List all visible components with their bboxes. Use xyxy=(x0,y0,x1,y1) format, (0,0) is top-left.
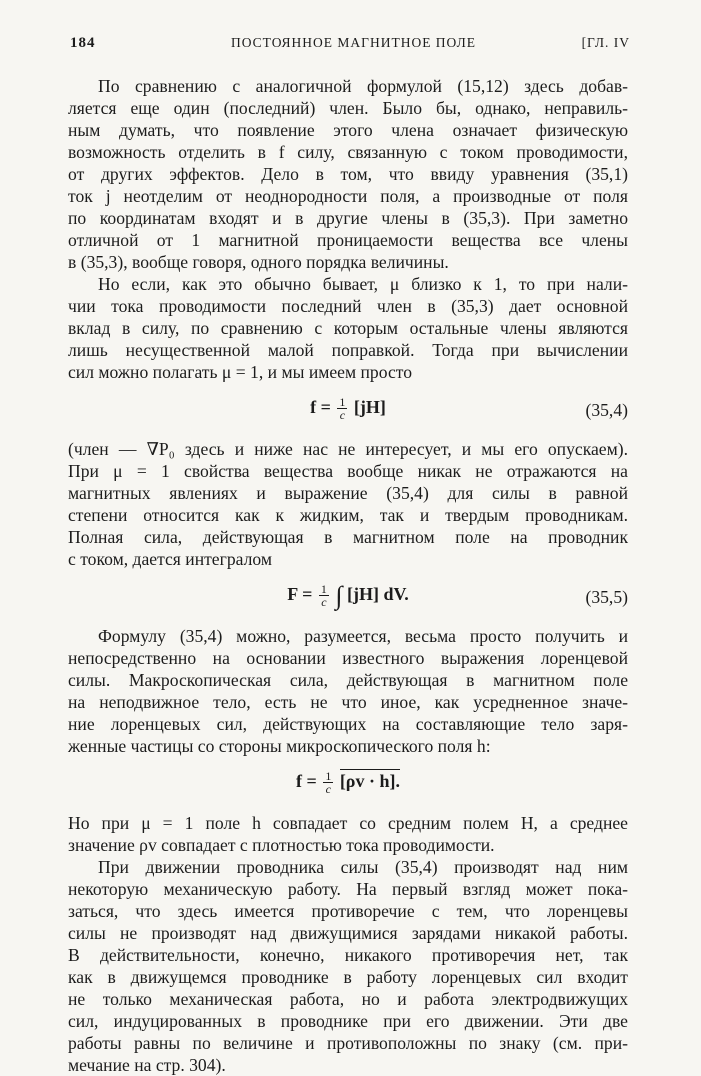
text-line: с током, дается интегралом xyxy=(68,549,272,569)
paragraph-2 xyxy=(68,273,628,383)
text-line: по координатам входят и в другие члены в (35,3). При заметно xyxy=(68,208,628,228)
formula-expression xyxy=(68,396,628,421)
text-line: отличной от 1 магнитной проницаемости вещества все члены xyxy=(68,230,628,250)
formula-lhs: f = xyxy=(310,397,331,417)
paragraph-4 xyxy=(68,625,628,757)
fraction-numerator: 1 xyxy=(325,769,332,784)
page-body xyxy=(68,75,628,1076)
text-line: в (35,3), вообще говоря, одного порядка величины. xyxy=(68,252,449,272)
book-page xyxy=(68,30,628,1076)
formula-expression xyxy=(68,770,628,795)
formula-35-5 xyxy=(68,576,628,620)
page-number: 184 xyxy=(70,35,96,51)
text-line: ние лоренцевых сил, действующих на составляющие тело заря- xyxy=(68,714,628,734)
text-line: вклад в силу, по сравнению с которым остальные члены являются xyxy=(68,318,628,338)
text-line: значение ρv совпадает с плотностью тока проводимости. xyxy=(68,835,495,855)
formula-35-4 xyxy=(68,389,628,433)
running-header xyxy=(68,30,628,54)
fraction-denominator: c xyxy=(321,595,327,610)
formula-lhs: F = xyxy=(287,584,313,604)
paragraph-5 xyxy=(68,812,628,856)
text-line: некоторую механическую работу. На первый взгляд может пока- xyxy=(68,879,628,899)
fraction-numerator: 1 xyxy=(320,582,327,597)
chapter-label: [ГЛ. IV xyxy=(581,35,630,50)
text-line: В действительности, конечно, никакого противоречия нет, так xyxy=(68,945,628,965)
formula-lhs: f = xyxy=(296,771,317,791)
equation-number: (35,4) xyxy=(585,400,628,420)
text-line: магнитных явлениях и выражение (35,4) для силы в равной xyxy=(68,483,628,503)
text-line: возможность отделить в f силу, связанную с током проводимости, xyxy=(68,142,628,162)
text-line: сил можно полагать μ = 1, и мы имеем просто xyxy=(68,362,413,382)
paragraph-1 xyxy=(68,75,628,273)
text-line: не только механическая работа, но и работа электродвижущих xyxy=(68,989,628,1009)
text-line: Формулу (35,4) можно, разумеется, весьма просто получить и xyxy=(98,626,628,646)
text-line: ным думать, что появление этого члена означает физическую xyxy=(68,120,628,140)
formula-rhs: [ρv · h]. xyxy=(339,771,400,791)
text-line: женные частицы со стороны микроскопического поля h: xyxy=(68,736,491,756)
text-line: ток j неотделим от неоднородности поля, а производные от поля xyxy=(68,186,628,206)
text-line: Но если, как это обычно бывает, μ близко к 1, то при нали- xyxy=(98,274,628,294)
fraction xyxy=(323,770,333,795)
formula-rhs: [jH] xyxy=(353,397,386,417)
text-line: на неподвижное тело, есть не что иное, как усредненное значе- xyxy=(68,692,628,712)
equation-number: (35,5) xyxy=(585,587,628,607)
paragraph-6 xyxy=(68,856,628,1076)
text-line: По сравнению с аналогичной формулой (15,12) здесь добав- xyxy=(98,76,628,96)
text-line: степени относится как к жидким, так и твердым проводникам. xyxy=(68,505,628,525)
text-line: мечание на стр. 304). xyxy=(68,1055,226,1075)
running-title: ПОСТОЯННОЕ МАГНИТНОЕ ПОЛЕ xyxy=(231,35,477,50)
formula-rhs: [jH] dV. xyxy=(347,584,409,604)
fraction xyxy=(319,583,329,608)
text-line: работы равны по величине и противоположны по знаку (см. при- xyxy=(68,1033,628,1053)
text-line: лишь несущественной малой поправкой. Тогда при вычислении xyxy=(68,340,628,360)
text-line: ляется еще один (последний) член. Было бы, однако, неправиль- xyxy=(68,98,628,118)
formula-expression xyxy=(68,580,628,610)
fraction-numerator: 1 xyxy=(339,395,346,410)
text-line: (член — ∇P₀ здесь и ниже нас не интересует, и мы его опускаем). xyxy=(68,439,628,459)
fraction xyxy=(337,396,347,421)
paragraph-3 xyxy=(68,438,628,570)
text-line: силы. Макроскопическая сила, действующая в магнитном поле xyxy=(68,670,628,690)
fraction-denominator: c xyxy=(339,408,346,423)
formula-lorentz-average xyxy=(68,763,628,807)
text-line: чии тока проводимости последний член в (35,3) дает основной xyxy=(68,296,628,316)
text-line: заться, что здесь имеется противоречие с тем, что лоренцевы xyxy=(68,901,628,921)
text-line: При движении проводника силы (35,4) производят над ним xyxy=(98,857,628,877)
text-line: как в движущемся проводнике в работу лоренцевых сил входит xyxy=(68,967,628,987)
text-line: Но при μ = 1 поле h совпадает со средним полем H, а среднее xyxy=(68,813,628,833)
text-line: Полная сила, действующая в магнитном поле на проводник xyxy=(68,527,628,547)
fraction-denominator: c xyxy=(325,782,331,797)
text-line: сил, индуцированных в проводнике при его движении. Эти две xyxy=(68,1011,628,1031)
text-line: непосредственно на основании известного выражения лоренцевой xyxy=(68,648,628,668)
text-line: силы не производят над движущимися зарядами никакой работы. xyxy=(68,923,628,943)
text-line: При μ = 1 свойства вещества вообще никак не отражаются на xyxy=(68,461,628,481)
integral-sign: ∫ xyxy=(335,580,343,610)
text-line: от других эффектов. Дело в том, что ввиду уравнения (35,1) xyxy=(68,164,628,184)
